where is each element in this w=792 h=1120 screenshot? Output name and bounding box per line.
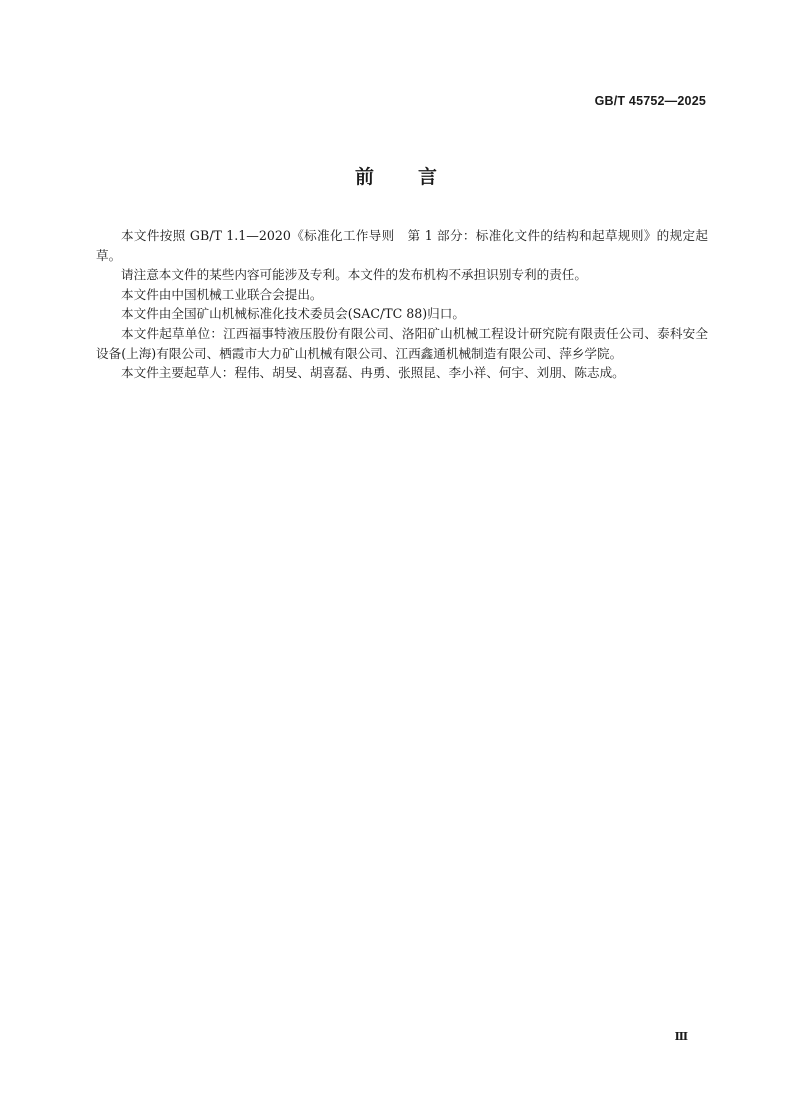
- foreword-body: [96, 226, 708, 383]
- paragraph-patent-notice: 请注意本文件的某些内容可能涉及专利。本文件的发布机构不承担识别专利的责任。: [121, 267, 587, 283]
- paragraph-proposer: 本文件由中国机械工业联合会提出。: [121, 286, 323, 302]
- page-number: Ⅲ: [674, 1030, 688, 1043]
- paragraph-drafting-rules: 本文件按照 GB/T 1.1—2020《标准化工作导则 第 1 部分：标准化文件的结构和起草规则》的规定起草。: [96, 228, 708, 263]
- paragraph-main-drafters: 本文件主要起草人：程伟、胡旻、胡喜磊、冉勇、张照昆、李小祥、何宇、刘朋、陈志成。: [121, 365, 625, 381]
- page-title-char-1: 前: [354, 166, 374, 188]
- paragraph-technical-committee: 本文件由全国矿山机械标准化技术委员会(SAC/TC 88)归口。: [121, 306, 465, 322]
- document-code: GB/T 45752—2025: [594, 94, 706, 108]
- page-title: [0, 162, 792, 189]
- page-title-char-2: 言: [418, 166, 438, 188]
- paragraph-drafting-organizations: 本文件起草单位：江西福事特液压股份有限公司、洛阳矿山机械工程设计研究院有限责任公司、泰科安全设备(上海)有限公司、栖霞市大力矿山机械有限公司、江西鑫通机械制造有限公司、萍乡学院。: [96, 325, 708, 361]
